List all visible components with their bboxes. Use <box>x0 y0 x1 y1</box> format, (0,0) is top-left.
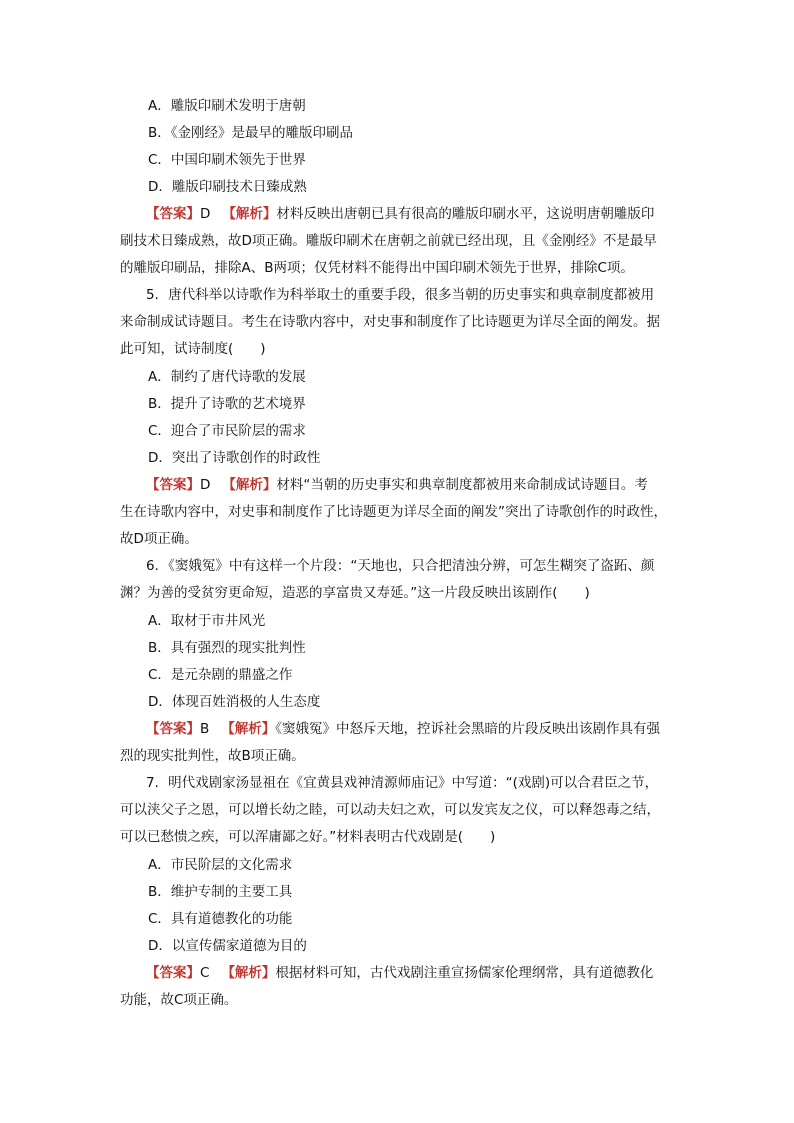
q5-stem-line-1 <box>120 285 680 305</box>
q5-stem-text: 5．唐代科举以诗歌作为科举取士的重要手段，很多当朝的历史事实和典章制度都被用 <box>146 287 655 303</box>
q6-analysis-line-2: 烈的现实批判性，故B项正确。 <box>120 748 305 764</box>
analysis-tag: 【解析】 <box>222 477 277 493</box>
q6-answer-line <box>120 719 680 739</box>
q5-option-d: D．突出了诗歌创作的时政性 <box>148 450 321 466</box>
answer-letter: B <box>200 721 210 737</box>
analysis-text: 根据材料可知，古代戏剧注重宣扬儒家伦理纲常，具有道德教化 <box>275 965 654 981</box>
q5-stem-line-3: 此可知，试诗制度( ) <box>120 341 266 357</box>
q4-option-c: C．中国印刷术领先于世界 <box>148 152 306 168</box>
q4-option-d: D．雕版印刷技术日臻成熟 <box>148 179 307 195</box>
q7-stem-line-3: 可以已愁愦之疾，可以浑庸鄙之好。”材料表明古代戏剧是( ) <box>120 829 496 845</box>
answer-tag: 【答案】 <box>146 206 200 222</box>
q5-analysis-line-3: 故D项正确。 <box>120 531 198 547</box>
q4-option-a: A．雕版印刷术发明于唐朝 <box>148 98 306 114</box>
q7-option-a: A．市民阶层的文化需求 <box>148 857 293 873</box>
answer-letter: D <box>200 477 211 493</box>
analysis-text: 《窦娥冤》中怒斥天地，控诉社会黑暗的片段反映出该剧作具有强 <box>275 721 661 737</box>
analysis-text: 材料反映出唐朝已具有很高的雕版印刷水平，这说明唐朝雕版印 <box>276 206 655 222</box>
q4-analysis-line-3: 的雕版印刷品，排除A、B两项；仅凭材料不能得出中国印刷术领先于世界，排除C项。 <box>120 260 634 276</box>
q7-answer-line <box>120 963 680 983</box>
analysis-tag: 【解析】 <box>221 965 276 981</box>
answer-tag: 【答案】 <box>146 477 200 493</box>
answer-tag: 【答案】 <box>146 721 200 737</box>
q7-option-b: B．维护专制的主要工具 <box>148 884 293 900</box>
q6-option-d: D．体现百姓消极的人生态度 <box>148 694 321 710</box>
q5-option-a: A．制约了唐代诗歌的发展 <box>148 369 306 385</box>
q6-stem-line-1 <box>120 556 680 576</box>
q4-answer-line <box>120 204 680 224</box>
answer-tag: 【答案】 <box>146 965 200 981</box>
q6-stem-text: 6．《窦娥冤》中有这样一个片段：“天地也，只合把清浊分辨，可怎生糊突了盗跖、颜 <box>146 558 655 574</box>
answer-letter: C <box>200 965 210 981</box>
analysis-tag: 【解析】 <box>222 206 277 222</box>
q5-answer-line <box>120 475 680 495</box>
q5-stem-line-2: 来命制成试诗题目。考生在诗歌内容中，对史事和制度作了比诗题更为详尽全面的阐发。据 <box>120 314 660 330</box>
q6-option-a: A．取材于市井风光 <box>148 613 266 629</box>
q5-option-c: C．迎合了市民阶层的需求 <box>148 423 306 439</box>
q7-analysis-line-2: 功能，故C项正确。 <box>120 992 238 1008</box>
analysis-tag: 【解析】 <box>221 721 276 737</box>
q5-analysis-line-2: 生在诗歌内容中，对史事和制度作了比诗题更为详尽全面的阐发”突出了诗歌创作的时政性， <box>120 504 667 520</box>
q7-stem-text: 7．明代戏剧家汤显祖在《宜黄县戏神清源师庙记》中写道：“(戏剧)可以合君臣之节， <box>146 775 659 791</box>
q4-analysis-line-2: 刷技术日臻成熟，故D项正确。雕版印刷术在唐朝之前就已经出现，且《金刚经》不是最早 <box>120 233 657 249</box>
q5-option-b: B．提升了诗歌的艺术境界 <box>148 396 306 412</box>
q6-stem-line-2: 渊？为善的受贫穷更命短，造恶的享富贵又寿延。”这一片段反映出该剧作( ) <box>120 585 590 601</box>
q7-option-c: C．具有道德教化的功能 <box>148 911 293 927</box>
q6-option-c: C．是元杂剧的鼎盛之作 <box>148 667 293 683</box>
q7-stem-line-1 <box>120 773 680 793</box>
analysis-text: 材料“当朝的历史事实和典章制度都被用来命制成试诗题目。考 <box>276 477 648 493</box>
answer-letter: D <box>200 206 211 222</box>
q4-option-b: B．《金刚经》是最早的雕版印刷品 <box>148 125 354 141</box>
q7-stem-line-2: 可以浃父子之恩，可以增长幼之睦，可以动夫妇之欢，可以发宾友之仪，可以释怨毒之结， <box>120 802 660 818</box>
q6-option-b: B．具有强烈的现实批判性 <box>148 640 306 656</box>
q7-option-d: D．以宣传儒家道德为目的 <box>148 938 307 954</box>
